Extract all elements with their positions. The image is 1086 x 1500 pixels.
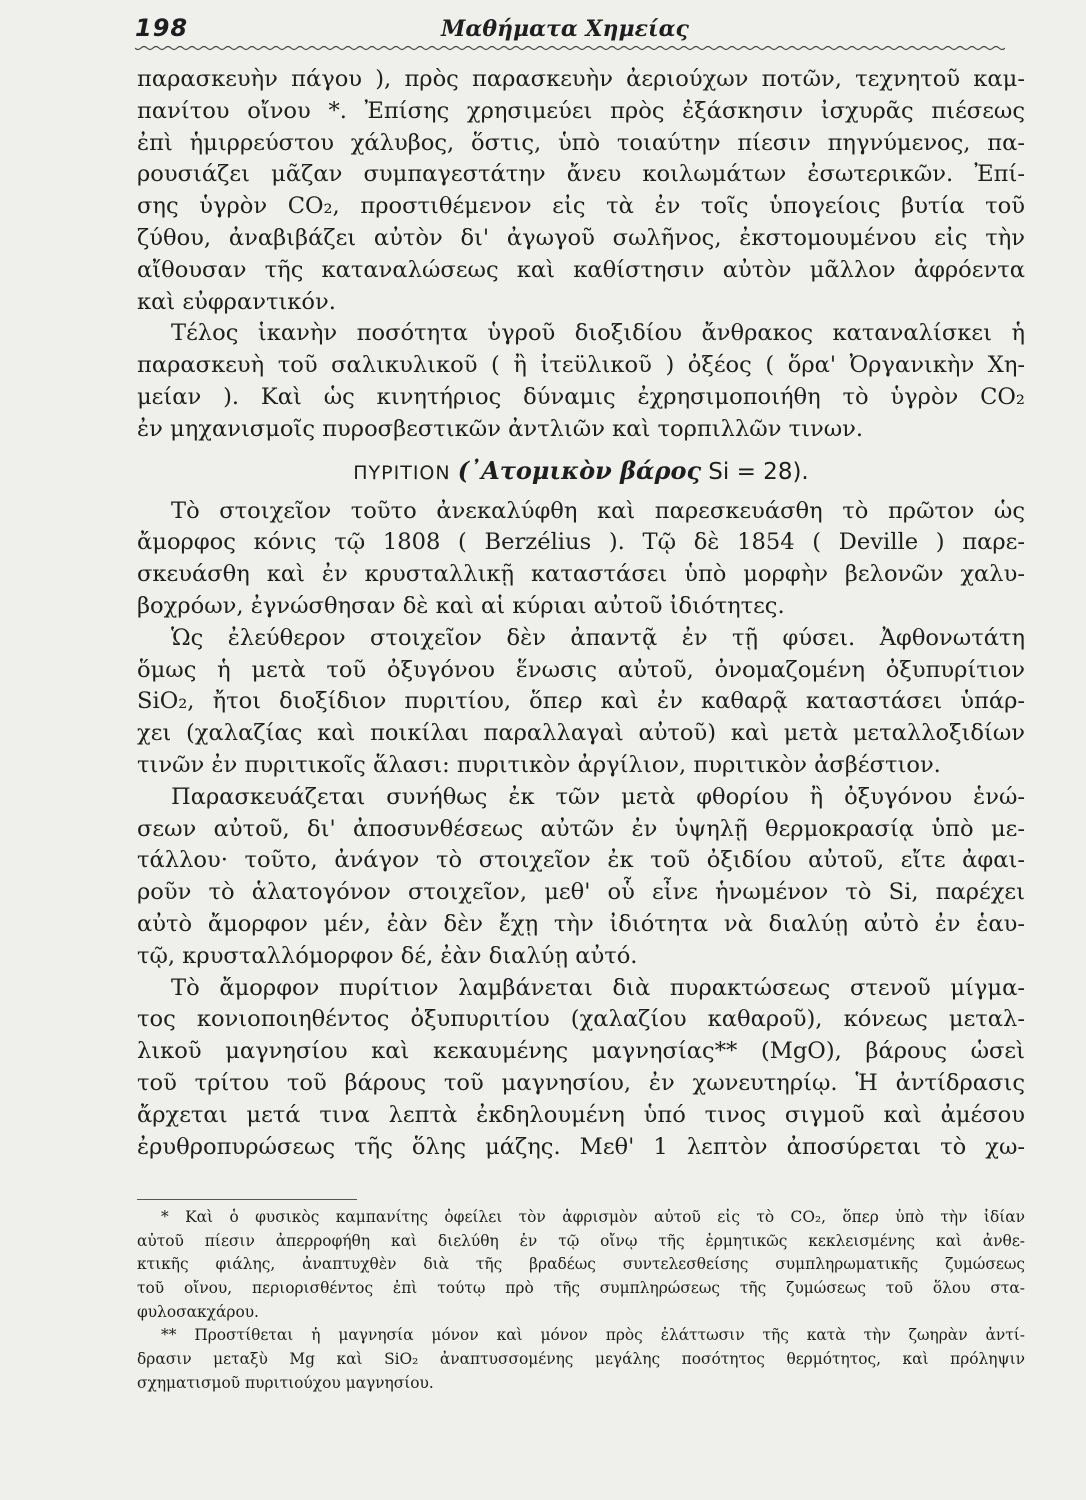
header-wavy-rule [135,44,1005,52]
text-line: καὶ εὐφραντικόν. [137,288,336,315]
text-line: SiO₂, ἤτοι διοξίδιον πυριτίου, ὅπερ καὶ ἐν καθαρᾷ καταστάσει ὑπάρ- [137,688,1025,715]
footnote-2 [137,1324,1025,1395]
text-line: παρασκευὴν πάγου ), πρὸς παρασκευὴν ἀεριούχων ποτῶν, τεχνητοῦ καμ- [137,66,1025,92]
text-line: ἐπὶ ἡμιρρεύστου χάλυβος, ὅστις, ὑπὸ τοιαύτην πίεσιν πηγνύμενος, πα- [137,129,1025,156]
text-line: ὅμως ἡ μετὰ τοῦ ὀξυγόνου ἕνωσις αὐτοῦ, ὀνομαζομένη ὀξυπυρίτιον [137,656,1025,683]
footnote-line: * Καὶ ὁ φυσικὸς καμπανίτης ὀφείλει τὸν ἀφρισμὸν αὐτοῦ εἰς τὸ CO₂, ὅπερ ὑπὸ τὴν ἰδίαν [161,1208,1025,1226]
text-line: ζύθου, ἀναβιβάζει αὐτὸν δι' ἀγωγοῦ σωλῆνος, ἐκστομουμένου εἰς τὴν [137,224,1025,251]
text-line: τος κονιοποιηθέντος ὀξυπυριτίου (χαλαζίου καθαροῦ), κόνεως μεταλ- [137,1006,1025,1033]
text-line: ἄμορφος κόνις τῷ 1808 ( Berzélius ). Τῷ δὲ 1854 ( Deville ) παρε- [137,529,1025,556]
footnote-line: κτικῆς φιάλης, ἀναπτυχθὲν διὰ τῆς βραδέως συντελεσθείσης συμπληρωματικῆς ζυμώσεως [137,1255,1025,1274]
text-line: σης ὑγρὸν CO₂, προστιθέμενον εἰς τὰ ἐν τοῖς ὑπογείοις βυτία τοῦ [137,193,1025,220]
section-heading-symbol: Si = 28). [708,458,809,485]
footnote-line: αὐτοῦ πίεσιν ἀπερροφήθη καὶ διελύθη ἐν τῷ οἴνῳ τῆς ἑρμητικῶς κεκλεισμένης καὶ ἀνθε- [137,1231,1025,1250]
footnote-line: φυλοσακχάρου. [137,1302,259,1321]
text-line: αἴθουσαν τῆς καταναλώσεως καὶ καθίστησιν αὐτὸν μᾶλλον ἀφρόεντα [137,256,1025,283]
text-line: Τέλος ἱκανὴν ποσότητα ὑγροῦ διοξιδίου ἄνθρακος καταναλίσκει ἡ [171,320,1025,347]
text-line: λικοῦ μαγνησίου καὶ κεκαυμένης μαγνησίας** (MgO), βάρους ὡσεὶ [137,1038,1025,1065]
footnote-1 [137,1206,1025,1324]
text-line: ἐν μηχανισμοῖς πυροσβεστικῶν ἀντλιῶν καὶ τορπιλλῶν τινων. [137,415,864,442]
text-line: πανίτου οἴνου *. Ἐπίσης χρησιμεύει πρὸς ἐξάσκησιν ἰσχυρᾶς πιέσεως [137,97,1025,124]
text-line: τάλλου· τοῦτο, ἀνάγον τὸ στοιχεῖον ἐκ τοῦ ὀξιδίου αὐτοῦ, εἴτε ἀφαι- [137,847,1025,874]
footnote-rule [137,1199,357,1200]
text-line: χει (χαλαζίας καὶ ποικίλαι παραλλαγαὶ αὐτοῦ) καὶ μετὰ μεταλλοξιδίων [137,720,1025,747]
section-heading-italic: (᾿Ατομικὸν βάρος [457,455,702,485]
text-line: Τὸ στοιχεῖον τοῦτο ἀνεκαλύφθη καὶ παρεσκευάσθη τὸ πρῶτον ὡς [171,497,1025,524]
footnote-line: σχηματισμοῦ πυριτιούχου μαγνησίου. [137,1373,434,1392]
paragraph-amorphous [137,973,1025,1164]
section-heading [137,450,1025,492]
text-line: Παρασκευάζεται συνήθως ἐκ τῶν μετὰ φθορίου ἢ ὀξυγόνου ἑνώ- [171,783,1025,810]
running-title: Μαθήματα Χημείας [441,16,689,42]
text-line: ἄρχεται μετά τινα λεπτὰ ἐκδηλουμένη ὑπό τινος σιγμοῦ καὶ ἀμέσου [137,1101,1025,1128]
paragraph-preparation [137,782,1025,973]
body-text [137,64,1025,1163]
footnote-line: τοῦ οἴνου, περιορισθέντος ἐπὶ τούτῳ πρὸ τῆς συμπληρώσεως τῆς ζυμώσεως τοῦ ὅλου στα- [137,1279,1025,1298]
text-line: Τὸ ἄμορφον πυρίτιον λαμβάνεται διὰ πυρακτώσεως στενοῦ μίγμα- [171,974,1025,1001]
text-line: βοχρόων, ἐγνώσθησαν δὲ καὶ αἱ κύριαι αὐτοῦ ἰδιότητες. [137,592,785,619]
footnote-line: δρασιν μεταξὺ Mg καὶ SiO₂ ἀναπτυσσομένης μεγάλης ποσότητος θερμότητος, καὶ πρόληψιν [137,1350,1025,1369]
text-line: παρασκευὴ τοῦ σαλικυλικοῦ ( ἢ ἰτεϋλικοῦ ) ὀξέος ( ὅρα' Ὀργανικὴν Χη- [137,352,1025,379]
footnotes [137,1206,1025,1396]
text-line: ἐρυθροπυρώσεως τῆς ὅλης μάζης. Μεθ' 1 λεπτὸν ἀποσύρεται τὸ χω- [137,1133,1025,1160]
paragraph-intro [137,64,1025,318]
paragraph-occurrence [137,623,1025,782]
text-line: σκευάσθη καὶ ἐν κρυσταλλικῇ καταστάσει ὑπὸ μορφὴν βελονῶν χαλυ- [137,561,1025,588]
page-number: 198 [135,14,189,42]
footnote-line: ** Προστίθεται ἡ μαγνησία μόνον καὶ μόνον πρὸς ἐλάττωσιν τῆς κατὰ τὴν ζωηρὰν ἀντί- [161,1326,1025,1345]
text-line: ρουσιάζει μᾶζαν συμπαγεστάτην ἄνευ κοιλωμάτων ἐσωτερικῶν. Ἐπί- [137,161,1025,188]
text-line: μείαν ). Καὶ ὡς κινητήριος δύναμις ἐχρησιμοποιήθη τὸ ὑγρὸν CO₂ [137,383,1025,410]
text-line: αὐτὸ ἄμορφον μέν, ἐὰν δὲν ἔχῃ τὴν ἰδιότητα νὰ διαλύῃ αὐτὸ ἐν ἑαυ- [137,910,1025,937]
paragraph-discovery [137,496,1025,623]
text-line: Ὡς ἐλεύθερον στοιχεῖον δὲν ἀπαντᾷ ἐν τῇ φύσει. Ἀφθονωτάτη [171,624,1025,651]
section-heading-caps: ΠΥΡΙΤΙΟΝ [353,461,451,484]
text-line: τῷ, κρυσταλλόμορφον δέ, ἐὰν διαλύῃ αὐτό. [137,942,638,969]
text-line: σεων αὐτοῦ, δι' ἀποσυνθέσεως αὐτῶν ἐν ὑψηλῇ θερμοκρασίᾳ ὑπὸ με- [137,815,1025,842]
paragraph-salicylic [137,318,1025,445]
text-line: ροῦν τὸ ἁλατογόνον στοιχεῖον, μεθ' οὗ εἶνε ἡνωμένον τὸ Si, παρέχει [137,879,1025,906]
text-line: τινῶν ἐν πυριτικοῖς ἅλασι: πυριτικὸν ἀργίλιον, πυριτικὸν ἀσβέστιον. [137,751,941,778]
text-line: τοῦ τρίτου τοῦ βάρους τοῦ μαγνησίου, ἐν χωνευτηρίῳ. Ἡ ἀντίδρασις [137,1069,1025,1096]
